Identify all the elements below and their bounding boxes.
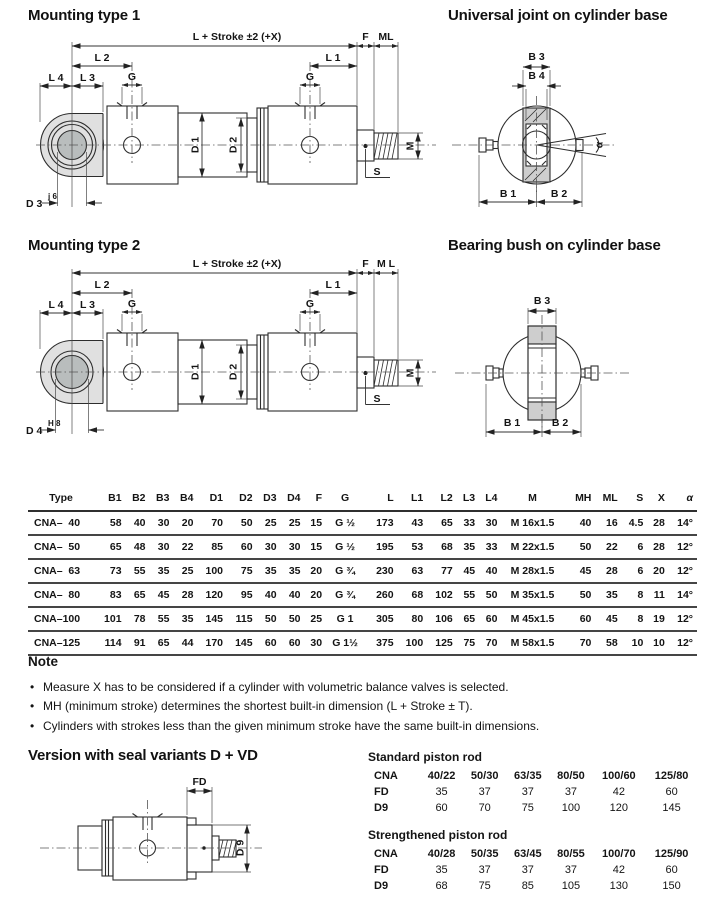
dim-table-cell: 114 <box>94 631 124 655</box>
dim-table-row <box>28 559 697 583</box>
dim-label-s: S <box>373 166 381 178</box>
piston-rod-cell: 100/60 <box>602 769 636 782</box>
dim-table-row <box>28 535 697 559</box>
piston-rod-cell: CNA <box>374 769 398 782</box>
dim-table-col-header: ML <box>593 487 619 511</box>
dim-table-cell: 28 <box>593 559 619 583</box>
dim-table-cell: 145 <box>225 631 255 655</box>
dim-label-d4-tolerance: H 8 <box>48 419 61 428</box>
dim-table-col-header: M <box>499 487 565 511</box>
dim-table-cell: 230 <box>366 559 396 583</box>
dim-table-cell: CNA– 40 <box>28 511 94 535</box>
piston-rod-cell: 70 <box>478 801 491 814</box>
piston-rod-cell: 150 <box>662 880 681 893</box>
note-item: • Cylinders with strokes less than the given minimum stroke have the same built-in dimensions. <box>28 717 690 737</box>
dim-label-d4: D 4 <box>26 425 43 437</box>
dim-label-g-left: G <box>127 71 137 83</box>
dim-table-cell: M 28x1.5 <box>499 559 565 583</box>
dim-label-b1: B 1 <box>499 188 517 200</box>
dim-table-cell: 35 <box>593 583 619 607</box>
dim-table-cell: 305 <box>366 607 396 631</box>
dim-table-cell: 20 <box>303 583 325 607</box>
dim-table-cell: 15 <box>303 511 325 535</box>
piston-rod-cell: 60 <box>435 801 448 814</box>
cylinder-body-type2 <box>41 330 399 412</box>
dim-table-cell: 55 <box>124 559 148 583</box>
heading-bearing-bush: Bearing bush on cylinder base <box>448 237 661 254</box>
drawing-universal-joint <box>448 30 700 232</box>
piston-rod-cell: 37 <box>478 864 491 877</box>
dim-table-cell: 28 <box>645 535 667 559</box>
piston-rod-body <box>368 784 698 816</box>
dim-table-cell: 6 <box>620 559 646 583</box>
dim-label-l2: L 2 <box>94 52 110 64</box>
dim-table-row <box>28 511 697 535</box>
dim-table-cell: 73 <box>94 559 124 583</box>
dim-table-col-header: B4 <box>171 487 195 511</box>
dim-table-cell: 70 <box>195 511 225 535</box>
dim-table-cell: 63 <box>396 559 426 583</box>
dim-label-d2: D 2 <box>227 136 240 154</box>
dim-table-cell: 173 <box>366 511 396 535</box>
piston-rod-cell: 63/45 <box>514 848 542 861</box>
dim-table-cell: 44 <box>171 631 195 655</box>
dim-label-g-left: G <box>127 298 137 310</box>
dim-table-cell: 12° <box>667 559 697 583</box>
piston-rod-cell: 85 <box>521 880 534 893</box>
piston-rod-cell: 60 <box>665 864 678 877</box>
piston-rod-cell: 50/30 <box>470 769 499 782</box>
dim-table-cell: G 1½ <box>324 631 366 655</box>
dim-table-cell: 195 <box>366 535 396 559</box>
dim-table-col-header: L4 <box>477 487 499 511</box>
dim-table-cell: 40 <box>565 511 593 535</box>
centerlines <box>40 800 262 866</box>
dim-table-cell: 100 <box>195 559 225 583</box>
drawing-seal-variant <box>20 772 360 908</box>
piston-rod-cell: CNA <box>374 848 398 861</box>
dim-table-cell: 33 <box>477 535 499 559</box>
dim-table-cell: 60 <box>565 607 593 631</box>
dim-label-d2: D 2 <box>227 363 240 381</box>
dim-table-cell: 50 <box>565 583 593 607</box>
dim-label-s: S <box>373 393 381 405</box>
dim-table-header-row <box>28 487 697 511</box>
piston-rod-header-row <box>368 847 698 863</box>
piston-rod-body <box>368 863 698 895</box>
piston-rod-cell: 120 <box>609 801 629 814</box>
dim-table-cell: 45 <box>593 607 619 631</box>
dim-label-fd: FD <box>192 776 207 788</box>
dim-label-d3-tolerance: j 6 <box>48 192 57 201</box>
piston-rod-cell: 35 <box>435 864 448 877</box>
dim-table-row <box>28 583 697 607</box>
dim-table-cell: M 45x1.5 <box>499 607 565 631</box>
dim-table-cell: 40 <box>279 583 303 607</box>
heading-mounting-type-2: Mounting type 2 <box>28 237 140 254</box>
piston-rod-cell: 42 <box>612 864 625 877</box>
piston-rod-cell: 60 <box>665 785 678 798</box>
note-section <box>28 655 690 736</box>
piston-rod-row <box>368 879 698 895</box>
piston-rod-cell: 130 <box>609 880 629 893</box>
dim-table-col-header: Type <box>28 487 94 511</box>
dim-table-cell: 20 <box>303 559 325 583</box>
piston-rod-cell: 40/28 <box>427 848 456 861</box>
dim-table-cell: 33 <box>455 511 477 535</box>
dim-label-b2: B 2 <box>551 417 569 429</box>
dim-table-row <box>28 631 697 655</box>
dim-table-cell: CNA–100 <box>28 607 94 631</box>
dim-table-cell: 11 <box>645 583 667 607</box>
dim-table-cell: 55 <box>148 607 172 631</box>
dim-table-cell: 40 <box>255 583 279 607</box>
dim-label-l3: L 3 <box>80 72 95 84</box>
dim-table-cell: 45 <box>565 559 593 583</box>
dim-table-cell: 6 <box>620 535 646 559</box>
dim-table-cell: G ½ <box>324 535 366 559</box>
drawing-mounting-type-1 <box>20 26 450 232</box>
dim-table-cell: 22 <box>593 535 619 559</box>
piston-rod-cell: 35 <box>435 785 448 798</box>
dim-table-cell: 115 <box>225 607 255 631</box>
dim-table-cell: 10 <box>620 631 646 655</box>
dim-table-cell: 60 <box>225 535 255 559</box>
dim-label-d3: D 3 <box>26 198 43 210</box>
dim-table-cell: 4.5 <box>620 511 646 535</box>
dim-table-col-header: S <box>620 487 646 511</box>
piston-rod-cell: 75 <box>478 880 491 893</box>
dim-table-body <box>28 511 697 655</box>
dim-table-cell: 95 <box>225 583 255 607</box>
dim-table-col-header: α <box>667 487 697 511</box>
dim-table-col-header: L2 <box>425 487 455 511</box>
dim-table-col-header: X <box>645 487 667 511</box>
dim-table-cell: 14° <box>667 511 697 535</box>
dim-table-cell: 50 <box>279 607 303 631</box>
dim-label-d1: D 1 <box>189 136 202 154</box>
dim-table-cell: M 58x1.5 <box>499 631 565 655</box>
dim-table-cell: G ½ <box>324 511 366 535</box>
dim-table-cell: 15 <box>303 535 325 559</box>
dim-table-col-header: B2 <box>124 487 148 511</box>
dim-table-cell: 30 <box>255 535 279 559</box>
dim-label-d1: D 1 <box>189 363 202 381</box>
piston-rod-row <box>368 784 698 800</box>
piston-rod-row <box>368 800 698 816</box>
dim-table-cell: M 35x1.5 <box>499 583 565 607</box>
dim-table-cell: 75 <box>455 631 477 655</box>
dim-table-cell: G 1 <box>324 607 366 631</box>
dim-table-cell: 68 <box>396 583 426 607</box>
dim-table-cell: 25 <box>303 607 325 631</box>
piston-rod-cell: 100/70 <box>602 848 636 861</box>
dim-table-cell: 30 <box>148 535 172 559</box>
dim-label-m: M <box>404 368 417 378</box>
piston-rod-cell: 50/35 <box>470 848 499 861</box>
dim-table-cell: 14° <box>667 583 697 607</box>
dim-table-cell: CNA– 80 <box>28 583 94 607</box>
dim-table-cell: 60 <box>255 631 279 655</box>
dim-table-cell: 35 <box>148 559 172 583</box>
dim-label-ml: M L <box>376 258 396 270</box>
dim-table-cell: 60 <box>477 607 499 631</box>
dim-table-cell: 12° <box>667 631 697 655</box>
dim-table-cell: 22 <box>171 535 195 559</box>
dim-table-col-header: L1 <box>396 487 426 511</box>
dim-table-cell: G ¾ <box>324 559 366 583</box>
dim-table-cell: 65 <box>124 583 148 607</box>
dim-table-cell: 375 <box>366 631 396 655</box>
dim-label-ml: ML <box>378 31 394 43</box>
dim-table-col-header: F <box>303 487 325 511</box>
piston-rod-cell: D9 <box>374 880 389 893</box>
dim-label-l1: L 1 <box>325 279 341 291</box>
dim-table-cell: 30 <box>477 511 499 535</box>
dim-table-cell: M 16x1.5 <box>499 511 565 535</box>
dim-table-cell: 43 <box>396 511 426 535</box>
dim-table-cell: 28 <box>171 583 195 607</box>
piston-rod-tables <box>368 750 698 895</box>
dim-label-l1: L 1 <box>325 52 341 64</box>
dim-table-cell: 30 <box>279 535 303 559</box>
dim-table-cell: 25 <box>255 511 279 535</box>
dim-label-alpha: α <box>593 141 606 149</box>
dim-table-cell: 65 <box>455 607 477 631</box>
dim-table-cell: 50 <box>225 511 255 535</box>
dim-table-cell: 170 <box>195 631 225 655</box>
dim-label-m: M <box>404 141 417 151</box>
dim-table-cell: 10 <box>645 631 667 655</box>
dim-label-stroke: L + Stroke ±2 (+X) <box>192 258 282 270</box>
dim-table-cell: 65 <box>425 511 455 535</box>
dim-label-g-right: G <box>305 71 315 83</box>
dim-table-cell: M 22x1.5 <box>499 535 565 559</box>
dim-table-cell: 25 <box>279 511 303 535</box>
dim-label-l3: L 3 <box>80 299 95 311</box>
piston-rod-cell: 100 <box>561 801 581 814</box>
dim-table-cell: 19 <box>645 607 667 631</box>
dim-table-cell: CNA–125 <box>28 631 94 655</box>
dim-table-cell: 85 <box>195 535 225 559</box>
heading-universal-joint: Universal joint on cylinder base <box>448 7 668 24</box>
dim-table-cell: 20 <box>645 559 667 583</box>
dim-table-col-header: B3 <box>148 487 172 511</box>
dim-table-cell: 8 <box>620 583 646 607</box>
dim-table-cell: 120 <box>195 583 225 607</box>
dim-label-stroke: L + Stroke ±2 (+X) <box>192 31 282 43</box>
dim-table-col-header: D4 <box>279 487 303 511</box>
dim-table-cell: 75 <box>225 559 255 583</box>
piston-rod-cell: 40/22 <box>427 769 456 782</box>
piston-rod-table-title: Standard piston rod <box>368 750 482 764</box>
dim-table-cell: 78 <box>124 607 148 631</box>
dim-table-cell: CNA– 50 <box>28 535 94 559</box>
piston-rod-table-title: Strengthened piston rod <box>368 828 508 843</box>
piston-rod-table <box>368 828 698 894</box>
piston-rod-cell: 75 <box>521 801 534 814</box>
dim-table-cell: 100 <box>396 631 426 655</box>
dim-table-cell: 25 <box>171 559 195 583</box>
dim-table-cell: 35 <box>455 535 477 559</box>
dim-table-cell: 50 <box>255 607 279 631</box>
dim-table-cell: 28 <box>645 511 667 535</box>
dim-label-d9: D 9 <box>234 839 247 857</box>
dim-table-cell: 77 <box>425 559 455 583</box>
piston-rod-cell: FD <box>374 864 389 877</box>
dim-table-col-header: D3 <box>255 487 279 511</box>
dim-label-b1: B 1 <box>503 417 521 429</box>
dim-label-l4: L 4 <box>48 299 64 311</box>
seal-variant-body <box>78 814 237 881</box>
dim-table-cell: 30 <box>303 631 325 655</box>
drawing-mounting-type-2 <box>20 253 450 459</box>
dim-table-col-header: L <box>366 487 396 511</box>
piston-rod-cell: D9 <box>374 801 389 814</box>
dim-table-cell: 16 <box>593 511 619 535</box>
piston-rod-cell: 145 <box>662 801 681 814</box>
piston-rod-row <box>368 863 698 879</box>
piston-rod-header-row <box>368 768 698 784</box>
piston-rod-cell: 42 <box>612 785 625 798</box>
drawing-bearing-bush <box>448 262 700 464</box>
dim-table-cell: 102 <box>425 583 455 607</box>
dim-label-l2: L 2 <box>94 279 110 291</box>
dim-table-row <box>28 607 697 631</box>
note-list <box>28 678 690 737</box>
dim-table-col-header: MH <box>565 487 593 511</box>
piston-rod-cell: 63/35 <box>514 769 542 782</box>
dim-table-cell: 55 <box>455 583 477 607</box>
dim-table-cell: 145 <box>195 607 225 631</box>
dim-table-cell: 260 <box>366 583 396 607</box>
dim-table-cell: 60 <box>279 631 303 655</box>
dim-table-col-header: L3 <box>455 487 477 511</box>
dim-table-cell: 58 <box>593 631 619 655</box>
dim-table-cell: 30 <box>148 511 172 535</box>
dim-label-l4: L 4 <box>48 72 64 84</box>
piston-rod-cell: 80/50 <box>557 769 585 782</box>
dim-table-col-header: D2 <box>225 487 255 511</box>
dim-table-cell: 12° <box>667 607 697 631</box>
dim-label-b4: B 4 <box>528 70 545 82</box>
piston-rod-cell: 37 <box>478 785 491 798</box>
piston-rod-cell: 68 <box>435 880 448 893</box>
piston-rod-table <box>368 750 698 816</box>
dim-label-b2: B 2 <box>550 188 568 200</box>
dim-table-cell: 45 <box>455 559 477 583</box>
heading-seal-variants: Version with seal variants D + VD <box>28 747 258 764</box>
dim-table-cell: 40 <box>124 511 148 535</box>
dim-table-cell: 35 <box>171 607 195 631</box>
dim-table-cell: 40 <box>477 559 499 583</box>
dim-table-cell: 45 <box>148 583 172 607</box>
note-item: • MH (minimum stroke) determines the shortest built-in dimension (L + Stroke ± T). <box>28 697 690 717</box>
note-item: • Measure X has to be considered if a cylinder with volumetric balance valves is selected. <box>28 678 690 698</box>
piston-rod-cell: 37 <box>521 864 534 877</box>
piston-rod-cell: 37 <box>564 785 578 798</box>
dim-table-cell: CNA– 63 <box>28 559 94 583</box>
heading-mounting-type-1: Mounting type 1 <box>28 7 140 24</box>
dim-table-cell: 12° <box>667 535 697 559</box>
dim-table-cell: 8 <box>620 607 646 631</box>
dim-table-cell: 20 <box>171 511 195 535</box>
dim-table-cell: 68 <box>425 535 455 559</box>
piston-rod-cell: 80/55 <box>557 848 585 861</box>
dim-label-f: F <box>362 31 369 43</box>
dim-table-cell: 48 <box>124 535 148 559</box>
dim-table-cell: 106 <box>425 607 455 631</box>
piston-rod-cell: 125/80 <box>654 769 689 782</box>
dim-table-cell: 50 <box>565 535 593 559</box>
dim-table-col-header: B1 <box>94 487 124 511</box>
dim-table-col-header: G <box>324 487 366 511</box>
dim-table-cell: 65 <box>148 631 172 655</box>
dim-label-f: F <box>362 258 369 270</box>
dim-table-cell: 35 <box>255 559 279 583</box>
dim-label-b3: B 3 <box>533 295 551 307</box>
dim-table-cell: 91 <box>124 631 148 655</box>
piston-rod-cell: FD <box>374 785 389 798</box>
dim-table-cell: 101 <box>94 607 124 631</box>
piston-rod-cell: 37 <box>521 785 534 798</box>
dim-table-cell: 58 <box>94 511 124 535</box>
note-title: Note <box>28 654 58 669</box>
dim-table-cell: 83 <box>94 583 124 607</box>
dim-table-cell: 125 <box>425 631 455 655</box>
dim-label-g-right: G <box>305 298 315 310</box>
dim-table-cell: 65 <box>94 535 124 559</box>
dim-table-cell: 70 <box>477 631 499 655</box>
dim-table-cell: G ¾ <box>324 583 366 607</box>
dim-table-cell: 70 <box>565 631 593 655</box>
dim-table-cell: 80 <box>396 607 426 631</box>
piston-rod-cell: 105 <box>561 880 581 893</box>
cylinder-body-type1 <box>41 103 399 185</box>
dim-table-cell: 35 <box>279 559 303 583</box>
piston-rod-cell: 125/90 <box>654 848 689 861</box>
piston-rod-cell: 37 <box>564 864 578 877</box>
dim-table-col-header: D1 <box>195 487 225 511</box>
dim-table-cell: 53 <box>396 535 426 559</box>
dim-label-b3: B 3 <box>528 51 545 63</box>
dim-table-cell: 50 <box>477 583 499 607</box>
dim-table <box>28 487 697 656</box>
